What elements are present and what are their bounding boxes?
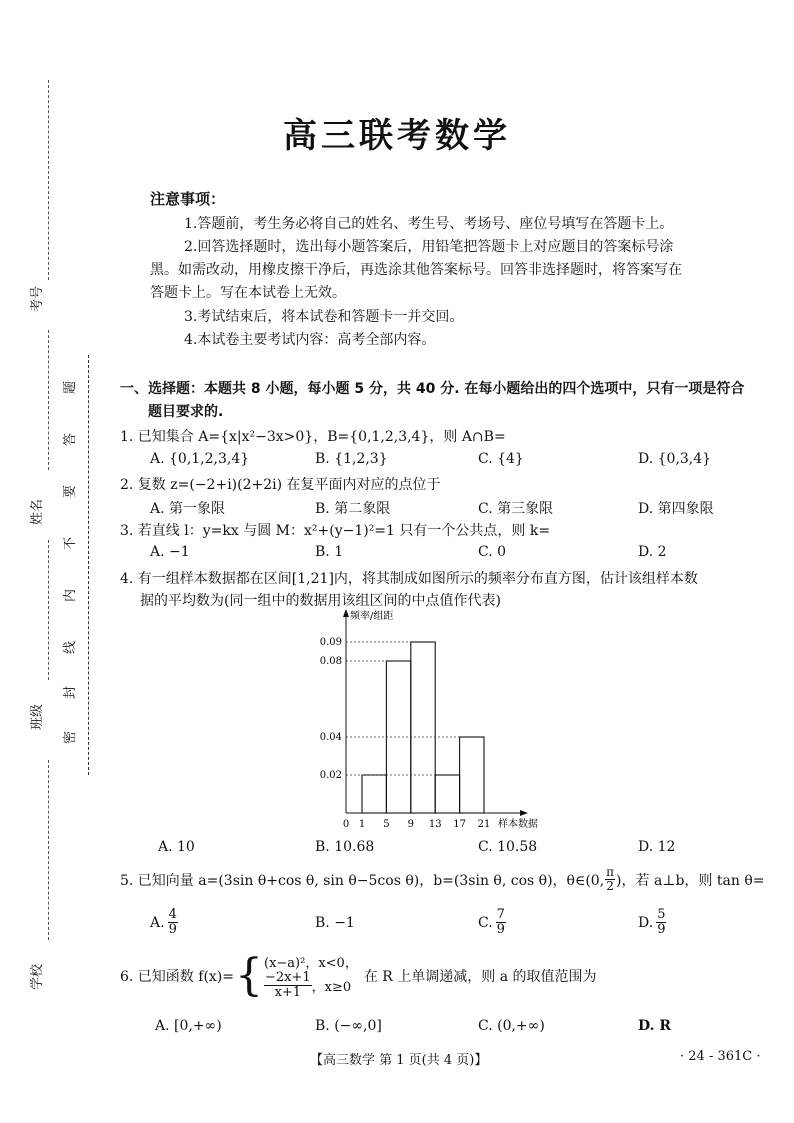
brace: {: [235, 950, 263, 1001]
margin-dashed-line: [48, 760, 49, 940]
seal-char: 封: [63, 685, 79, 700]
piece-1: (x−a)²，x<0，: [264, 956, 358, 971]
seal-char: 内: [63, 588, 79, 603]
y-tick-label: 0.04: [319, 732, 342, 743]
fraction-den: x+1: [274, 985, 302, 1000]
footer-page-info: 【高三数学 第 1 页(共 4 页)】: [310, 1053, 488, 1068]
margin-xuexiao-label: 学校: [30, 963, 45, 990]
fraction-den: 9: [657, 922, 666, 937]
seal-char: 要: [63, 484, 79, 499]
seal-char: 线: [63, 640, 79, 655]
option: C. {4}: [478, 451, 524, 467]
option: B. 第二象限: [315, 501, 391, 517]
option: [478, 908, 506, 937]
x-tick-label: 17: [453, 819, 466, 830]
seal-line: [88, 355, 89, 775]
section-heading: [120, 378, 760, 424]
seal-char: 不: [63, 536, 79, 551]
margin-dashed-line: [48, 540, 49, 680]
x-tick-label: 9: [407, 819, 414, 830]
option-label: D.: [638, 914, 654, 931]
piecewise: [264, 952, 358, 1000]
piece-cond: ，x≥0: [311, 980, 352, 995]
option: B. −1: [315, 915, 355, 931]
option: C. 第三象限: [478, 501, 554, 517]
option: A. 10: [158, 839, 195, 855]
fraction-den: 2: [606, 879, 614, 893]
question-stem: [120, 866, 764, 893]
x-tick-label: 0: [342, 819, 350, 830]
x-axis-arrow: [520, 810, 528, 816]
fraction-num: −2x+1: [265, 970, 311, 985]
option: B. {1,2,3}: [315, 451, 388, 467]
section-heading-line: 一、选择题：本题共 8 小题，每小题 5 分，共 40 分. 在每小题给出的四个选项中，只有一项是符合: [120, 381, 745, 397]
margin-banji-label: 班级: [30, 703, 45, 730]
notice-item: 3.考试结束后，将本试卷和答题卡一并交回。: [184, 309, 464, 325]
y-tick-label: 0.09: [319, 637, 342, 648]
fraction: [605, 866, 615, 893]
option: D. 第四象限: [638, 501, 714, 517]
stem-part: 6. 已知函数 f(x)=: [120, 969, 234, 985]
option-label: C.: [478, 914, 493, 931]
question-stem: 3. 若直线 l：y=kx 与圆 M：x²+(y−1)²=1 只有一个公共点，则 k=: [120, 523, 551, 539]
histogram-bar: [435, 775, 459, 813]
y-axis-label: 频率/组距: [350, 611, 394, 622]
x-tick-label: 5: [383, 819, 390, 830]
option: A. [0,+∞): [155, 1018, 222, 1034]
notice-heading: 注意事项：: [150, 190, 226, 208]
x-tick-label: 21: [477, 819, 491, 830]
option: C. 0: [478, 544, 507, 560]
y-tick-label: 0.08: [319, 656, 342, 667]
histogram-bar: [411, 642, 435, 813]
option: D. R: [638, 1018, 672, 1034]
piece-2: [264, 971, 358, 1000]
option: [638, 908, 666, 937]
margin-xingming-label: 姓名: [30, 498, 45, 525]
option: [150, 908, 178, 937]
option: A. {0,1,2,3,4}: [150, 451, 250, 467]
option: A. −1: [150, 544, 190, 560]
notice-item: 答题卡上。写在本试卷上无效。: [150, 285, 346, 301]
x-axis-label: 样本数据: [498, 819, 538, 830]
option: B. 1: [315, 544, 344, 560]
option: D. 12: [638, 839, 676, 855]
seal-char: 密: [63, 730, 79, 745]
fraction: [168, 908, 178, 937]
margin-kaohao-label: 考号: [30, 285, 45, 312]
margin-dashed-line: [48, 330, 49, 470]
notice-item: 2.回答选择题时，选出每小题答案后，用铅笔把答题卡上对应题目的答案标号涂: [184, 239, 674, 255]
fraction-num: 4: [168, 907, 177, 922]
fraction-num: π: [606, 865, 615, 879]
y-tick-label: 0.02: [319, 770, 342, 781]
x-tick-label: 13: [428, 819, 442, 830]
notice-item: 黑。如需改动，用橡皮擦干净后，再选涂其他答案标号。回答非选择题时，将答案写在: [150, 262, 682, 278]
option-label: A.: [150, 914, 165, 931]
fraction-num: 5: [657, 907, 666, 922]
x-tick-label: 1: [358, 819, 366, 830]
y-axis-arrow: [343, 609, 349, 617]
footer-code: · 24 - 361C ·: [680, 1049, 761, 1064]
fraction-num: 7: [496, 907, 505, 922]
notice-item: 1.答题前，考生务必将自己的姓名、考生号、考场号、座位号填写在答题卡上。: [184, 216, 674, 232]
page-title: 高三联考数学: [283, 116, 511, 156]
option: B. (−∞,0]: [315, 1018, 382, 1034]
question-stem: 2. 复数 z=(−2+i)(2+2i) 在复平面内对应的点位于: [120, 477, 441, 493]
fraction-den: 9: [168, 922, 177, 937]
option: D. {0,3,4}: [638, 451, 712, 467]
question-stem: 4. 有一组样本数据都在区间[1,21]内，将其制成如图所示的频率分布直方图，估计该组样本数: [120, 571, 698, 587]
notice-item: 4.本试卷主要考试内容：高考全部内容。: [184, 332, 436, 348]
option: D. 2: [638, 544, 667, 560]
seal-char: 答: [63, 432, 79, 447]
seal-char: 题: [63, 380, 79, 395]
stem-part: 5. 已知向量 a=(3sin θ+cos θ, sin θ−5cos θ)，b=(3sin θ, cos θ)，θ∈(0,: [120, 872, 605, 889]
histogram: [300, 605, 570, 835]
histogram-bar: [362, 775, 386, 813]
option: C. 10.58: [478, 839, 538, 855]
question-stem: 1. 已知集合 A={x|x²−3x>0}，B={0,1,2,3,4}，则 A∩B=: [120, 429, 506, 445]
fraction: [656, 908, 666, 937]
stem-part: )，若 a⊥b，则 tan θ=: [616, 872, 765, 889]
stem-part: 在 R 上单调递减，则 a 的取值范围为: [363, 969, 597, 985]
question-stem: [120, 952, 597, 1000]
question-stem: 据的平均数为(同一组中的数据用该组区间的中点值作代表): [140, 593, 501, 609]
fraction: [264, 971, 312, 1000]
option: A. 第一象限: [150, 501, 226, 517]
option: C. (0,+∞): [478, 1018, 545, 1034]
option: B. 10.68: [315, 839, 375, 855]
fraction: [496, 908, 506, 937]
fraction-den: 9: [496, 922, 505, 937]
section-heading-line: 题目要求的.: [148, 404, 224, 420]
histogram-bar: [460, 737, 484, 813]
